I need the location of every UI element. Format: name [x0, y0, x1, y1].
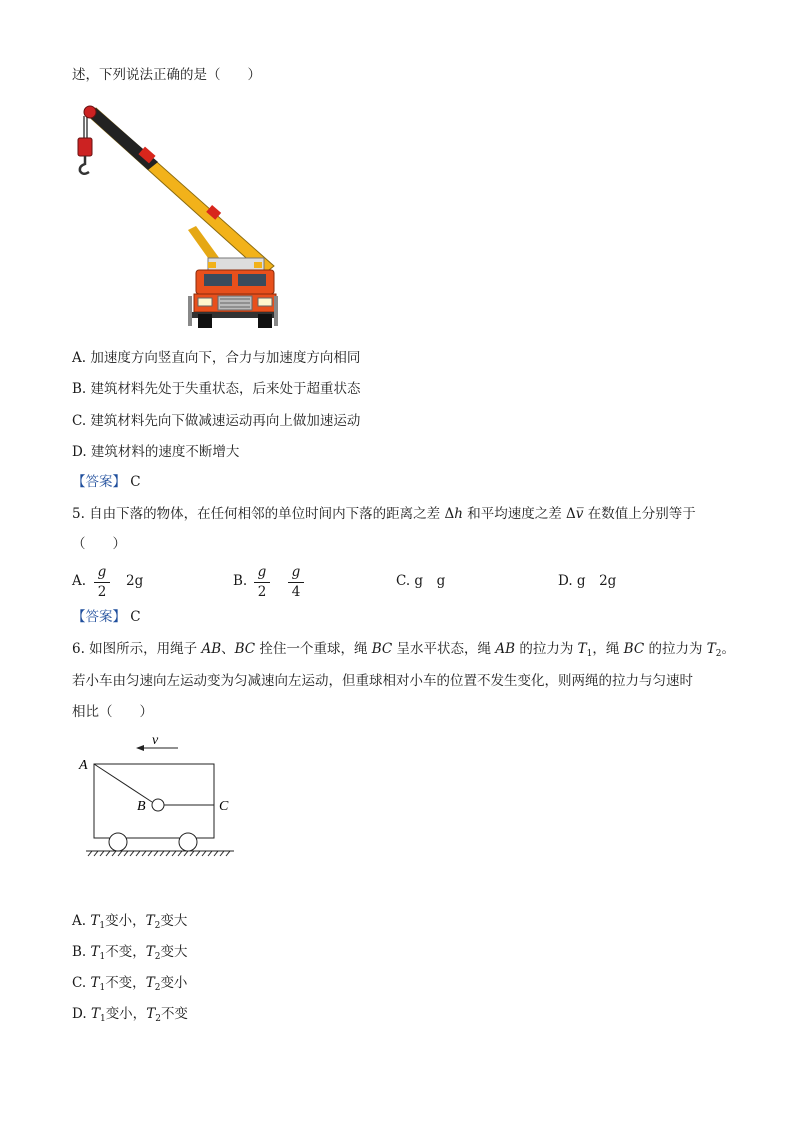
- q6-stem-line1: [72, 640, 735, 663]
- text: 变大: [160, 944, 188, 960]
- subscript: 2: [154, 952, 161, 962]
- denominator: 2: [97, 584, 107, 600]
- option-label: C.: [72, 975, 91, 991]
- q5-stem-part: 在数值上分别等于: [583, 506, 696, 522]
- text: 拴住一个重球，绳: [255, 641, 372, 657]
- denominator: 4: [291, 584, 301, 600]
- text: 不变，: [105, 944, 146, 960]
- symbol: AB: [201, 641, 222, 657]
- point-c-label: C: [219, 799, 229, 814]
- subscript: 2: [715, 649, 722, 659]
- answer-tag: 【答案】: [72, 609, 126, 625]
- text: 6. 如图所示，用绳子: [72, 641, 202, 657]
- subscript: 1: [99, 1014, 106, 1024]
- text: 变小，: [105, 1006, 147, 1022]
- text: 变大: [160, 913, 188, 929]
- option-label: D.: [72, 1006, 91, 1022]
- subscript: 2: [154, 983, 161, 993]
- text: 呈水平状态，绳: [392, 641, 496, 657]
- subscript: 1: [99, 952, 106, 962]
- q5-option-a-fraction: [94, 564, 110, 601]
- q5-stem-part: 5. 自由下落的物体，在任何相邻的单位时间内下落的距离之差 Δ: [72, 506, 455, 522]
- symbol: AB: [495, 641, 516, 657]
- q6-stem-line2: 若小车由匀速向左运动变为匀减速向左运动，但重球相对小车的位置不发生变化，则两绳的拉力与匀速时: [72, 673, 693, 689]
- symbol: T: [90, 944, 100, 960]
- q4-stem-tail: 述，下列说法正确的是（ ）: [72, 67, 261, 83]
- q6-stem-line3: 相比（ ）: [72, 704, 153, 720]
- text: 变小，: [105, 913, 146, 929]
- text: 、: [221, 641, 235, 657]
- text: 不变，: [105, 975, 146, 991]
- text: 不变: [160, 1006, 188, 1022]
- answer-value: C: [130, 474, 141, 490]
- subscript: 2: [154, 921, 161, 931]
- q5-stem-part: 和平均速度之差 Δ: [462, 506, 576, 522]
- q6-option-d: [72, 1005, 188, 1028]
- numerator: g: [291, 564, 301, 580]
- q6-option-a: [72, 912, 187, 935]
- subscript: 1: [99, 921, 106, 931]
- answer-value: C: [130, 609, 141, 625]
- subscript: 2: [155, 1014, 161, 1024]
- symbol: T: [145, 975, 155, 991]
- symbol: T: [577, 641, 587, 657]
- q4-option-d: D. 建筑材料的速度不断增大: [72, 444, 240, 460]
- q5-option-c: C. g g: [396, 573, 446, 589]
- q4-option-b: B. 建筑材料先处于失重状态，后来处于超重状态: [72, 381, 361, 397]
- q5-option-b-label: B.: [233, 573, 248, 589]
- symbol: T: [90, 975, 100, 991]
- option-label: B.: [72, 944, 91, 960]
- symbol: T: [706, 641, 716, 657]
- symbol: T: [146, 1006, 156, 1022]
- q4-answer: [72, 473, 141, 491]
- cart-diagram: [74, 732, 244, 862]
- symbol: T: [90, 1006, 100, 1022]
- q4-option-c: C. 建筑材料先向下做减速运动再向上做加速运动: [72, 413, 361, 429]
- q5-option-a-label: A.: [72, 573, 87, 589]
- subscript: 1: [586, 649, 593, 659]
- option-label: A.: [72, 913, 91, 929]
- symbol: T: [90, 913, 100, 929]
- symbol-h: h: [454, 506, 463, 522]
- text: ，绳: [592, 641, 624, 657]
- crane-truck-image: [68, 100, 278, 332]
- text: 的拉力为: [515, 641, 578, 657]
- symbol: T: [145, 944, 155, 960]
- q6-option-b: [72, 943, 188, 966]
- text: 的拉力为: [644, 641, 707, 657]
- point-b-label: B: [137, 799, 146, 814]
- q4-option-a: A. 加速度方向竖直向下，合力与加速度方向相同: [72, 350, 361, 366]
- velocity-label: v: [152, 733, 159, 748]
- symbol-v-bar: v̅: [575, 506, 584, 522]
- q5-stem: [72, 505, 696, 523]
- symbol: T: [145, 913, 155, 929]
- denominator: 2: [257, 584, 267, 600]
- answer-tag: 【答案】: [72, 474, 126, 490]
- q5-option-d: D. g 2g: [558, 573, 617, 589]
- q5-option-a-second: 2g: [126, 573, 144, 589]
- subscript: 1: [99, 983, 106, 993]
- text: 。: [721, 641, 736, 657]
- symbol: BC: [234, 641, 256, 657]
- numerator: g: [97, 564, 107, 580]
- point-a-label: A: [79, 758, 88, 773]
- q5-answer: [72, 608, 141, 626]
- q5-option-b-fraction-1: [254, 564, 270, 601]
- q6-option-c: [72, 974, 187, 997]
- q5-paren: （ ）: [72, 536, 126, 552]
- q5-option-b-fraction-2: [288, 564, 304, 601]
- symbol: BC: [371, 641, 393, 657]
- numerator: g: [257, 564, 267, 580]
- text: 变小: [160, 975, 188, 991]
- symbol: BC: [623, 641, 645, 657]
